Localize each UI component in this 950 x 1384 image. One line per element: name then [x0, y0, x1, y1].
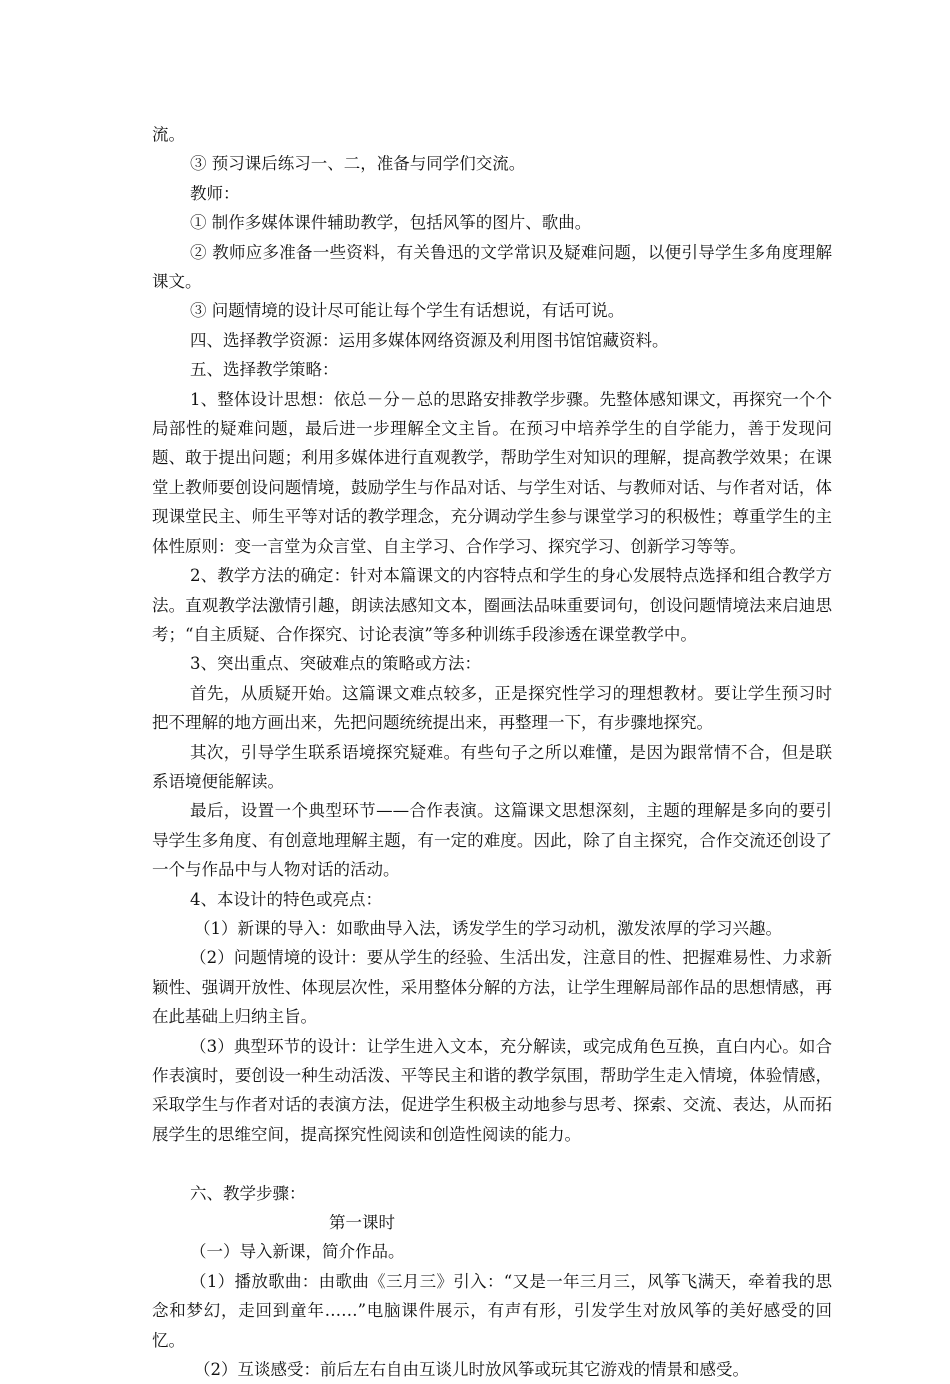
paragraph-feature-2: （2）问题情境的设计：要从学生的经验、生活出发，注意目的性、把握难易性、力求新颖性、强调开放性、体现层次性，采用整体分解的方法，让学生理解局部作品的思想情感，再在此基础上归纳主旨。	[152, 948, 832, 1027]
paragraph-second: 其次，引导学生联系语境探究疑难。有些句子之所以难懂，是因为跟常情不合，但是联系语境便能解读。	[152, 742, 832, 791]
paragraph-features-heading: 4、本设计的特色或亮点：	[190, 889, 382, 909]
paragraph-continuation: 流。	[152, 125, 185, 144]
paragraph-methods: 2、教学方法的确定：针对本篇课文的内容特点和学生的身心发展特点选择和组合教学方法。直观教学法激情引趣，朗读法感知文本，圈画法品味重要词句，创设问题情境法来启迪思考；“自主质疑、合作探究、讨论表演”等多种训练手段渗透在课堂教学中。	[152, 566, 832, 644]
blank-line	[152, 1149, 832, 1178]
paragraph-design-idea: 1、整体设计思想：依总－分－总的思路安排教学步骤。先整体感知课文，再探究一个个局部性的疑难问题，最后进一步理解全文主旨。在预习中培养学生的自学能力，善于发现问题、敢于提出问题；利用多媒体进行直观教学，帮助学生对知识的理解，提高教学效果；在课堂上教师要创设问题情境，鼓励学生与作品对话、与学生对话、与教师对话、与作者对话，体现课堂民主、师生平等对话的教学理念，充分调动学生参与课堂学习的积极性；尊重学生的主体性原则：变一言堂为众言堂、自主学习、合作学习、探究学习、创新学习等等。	[152, 389, 832, 556]
paragraph-teacher-prep-1: ① 制作多媒体课件辅助教学，包括风筝的图片、歌曲。	[190, 213, 592, 233]
paragraph-first: 首先，从质疑开始。这篇课文难点较多，正是探究性学习的理想教材。要让学生预习时把不理解的地方画出来，先把问题统统提出来，再整理一下，有步骤地探究。	[152, 683, 832, 733]
document-body	[152, 120, 832, 1384]
lesson-title: 第一课时	[329, 1213, 395, 1233]
paragraph-student-prep-3: ③ 预习课后练习一、二，准备与同学们交流。	[190, 154, 526, 174]
paragraph-step-1-song: （1）播放歌曲：由歌曲《三月三》引入：“又是一年三月三，风筝飞满天，牵着我的思念和梦幻，走回到童年……”电脑课件展示，有声有形，引发学生对放风筝的美好感受的回忆。	[152, 1271, 832, 1350]
paragraph-teacher-prep-2: ② 教师应多准备一些资料，有关鲁迅的文学常识及疑难问题，以便引导学生多角度理解课文。	[152, 242, 832, 292]
paragraph-key-points-heading: 3、突出重点、突破难点的策略或方法：	[190, 654, 481, 674]
section-heading-steps: 六、教学步骤：	[190, 1183, 306, 1203]
section-heading-strategy: 五、选择教学策略：	[190, 360, 339, 380]
paragraph-teacher-prep-3: ③ 问题情境的设计尽可能让每个学生有话想说，有话可说。	[190, 301, 625, 321]
paragraph-feature-1: （1）新课的导入：如歌曲导入法，诱发学生的学习动机，激发浓厚的学习兴趣。	[194, 918, 782, 938]
section-heading-resources: 四、选择教学资源：运用多媒体网络资源及利用图书馆馆藏资料。	[190, 330, 669, 350]
paragraph-feature-3: （3）典型环节的设计：让学生进入文本，充分解读，或完成角色互换，直白内心。如合作表演时，要创设一种生动活泼、平等民主和谐的教学氛围，帮助学生走入情境，体验情感，采取学生与作者对话的表演方法，促进学生积极主动地参与思考、探索、交流、表达，从而拓展学生的思维空间，提高探究性阅读和创造性阅读的能力。	[152, 1036, 832, 1144]
paragraph-teacher-heading: 教师：	[190, 183, 240, 203]
paragraph-step-1-heading: （一）导入新课，简介作品。	[190, 1242, 405, 1262]
paragraph-step-1-talk: （2）互谈感受：前后左右自由互谈儿时放风筝或玩其它游戏的情景和感受。	[194, 1360, 749, 1380]
paragraph-last: 最后，设置一个典型环节——合作表演。这篇课文思想深刻，主题的理解是多向的要引导学生多角度、有创意地理解主题，有一定的难度。因此，除了自主探究，合作交流还创设了一个与作品中与人物对话的活动。	[152, 801, 832, 880]
